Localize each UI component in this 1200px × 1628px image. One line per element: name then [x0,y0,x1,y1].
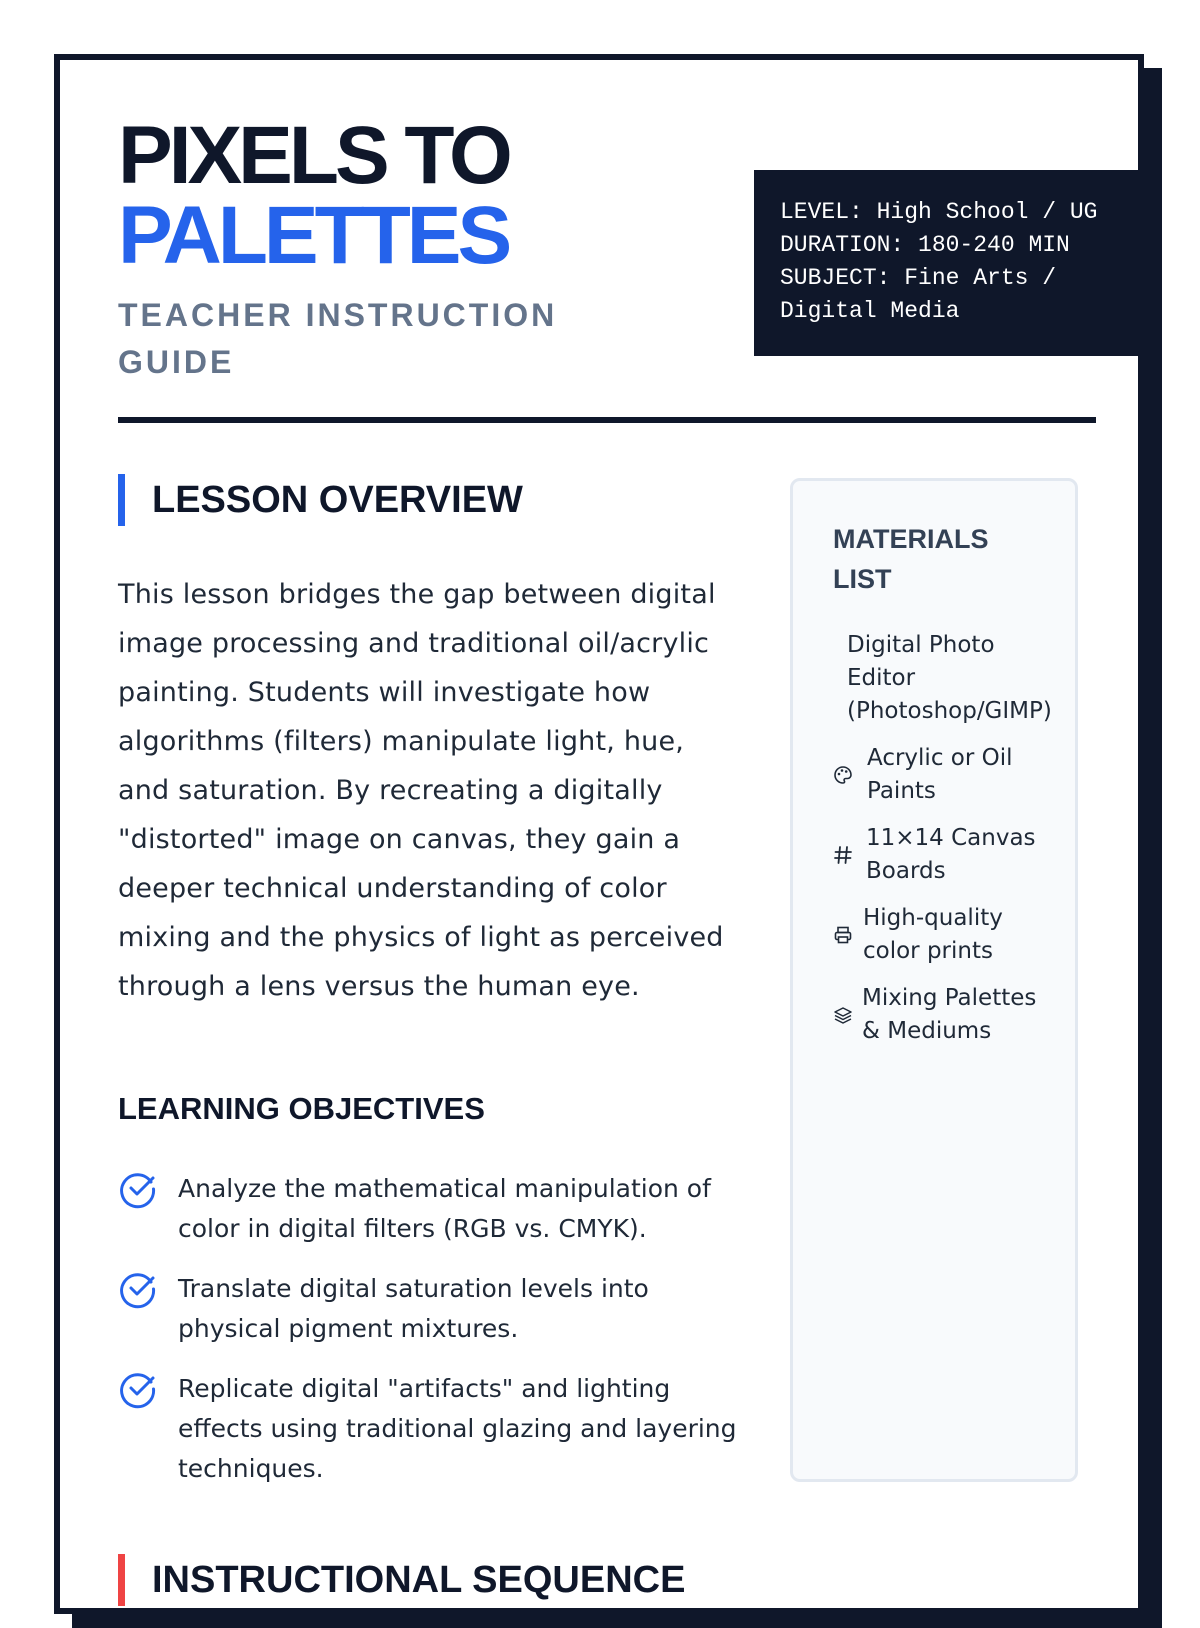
material-label: Digital Photo Editor (Photoshop/GIMP) [847,632,1052,724]
objective-item [118,1369,738,1489]
page-subtitle: TEACHER INSTRUCTION GUIDE [118,297,558,380]
material-item [833,629,1055,728]
header-divider [118,417,1096,423]
main-column [118,474,738,1509]
objectives-list [118,1169,738,1489]
lesson-overview-heading [118,474,738,526]
meta-level: LEVEL: High School / UG [780,199,1098,225]
check-circle-icon [118,1269,158,1309]
objective-text: Analyze the mathematical manipulation of color in digital filters (RGB vs. CMYK). [178,1174,711,1243]
material-item [833,902,1055,968]
materials-list [833,629,1055,1048]
objective-text: Replicate digital "artifacts" and lighting effects using traditional glazing and layering techniques. [178,1374,737,1483]
palette-icon [833,765,853,785]
material-label: 11×14 Canvas Boards [866,825,1036,884]
material-label: Mixing Palettes & Mediums [862,985,1037,1044]
heading-accent-bar [118,1554,125,1606]
instructional-sequence-heading-text: INSTRUCTIONAL SEQUENCE [152,1559,686,1601]
objective-item [118,1169,738,1249]
material-item [833,982,1055,1048]
guide-card [54,54,1144,1614]
learning-objectives-heading: LEARNING OBJECTIVES [118,1091,485,1126]
lesson-meta-box [754,170,1144,356]
materials-panel [790,478,1078,1482]
material-item [833,742,1055,808]
hash-icon [833,845,853,865]
material-item [833,822,1055,888]
material-label: Acrylic or Oil Paints [867,745,1013,804]
lesson-overview-heading-text: LESSON OVERVIEW [152,479,523,521]
meta-subject: SUBJECT: Fine Arts / Digital Media [780,265,1070,324]
objective-item [118,1269,738,1349]
title-line-2: PALETTES [118,190,509,281]
meta-duration: DURATION: 180-240 MIN [780,232,1070,258]
check-circle-icon [118,1169,158,1209]
heading-accent-bar [118,474,125,526]
objective-text: Translate digital saturation levels into physical pigment mixtures. [178,1274,649,1343]
check-circle-icon [118,1369,158,1409]
title-line-1: PIXELS TO [118,110,509,201]
material-label: High-quality color prints [863,905,1003,964]
instructional-sequence-heading [118,1554,685,1606]
lesson-overview-text: This lesson bridges the gap between digital image processing and traditional oil/acrylic painting. Students will investigate how algorithms (filters) manipulate light, hue, and saturation. By recreating a digitally "distorted" image on canvas, they gain a deeper technical understanding of color mixing and the physics of light as perceived through a lens versus the human eye. [118,579,724,1002]
materials-heading: MATERIALS LIST [833,524,989,594]
header [118,110,1098,386]
layers-icon [833,1005,853,1025]
printer-icon [833,925,853,945]
